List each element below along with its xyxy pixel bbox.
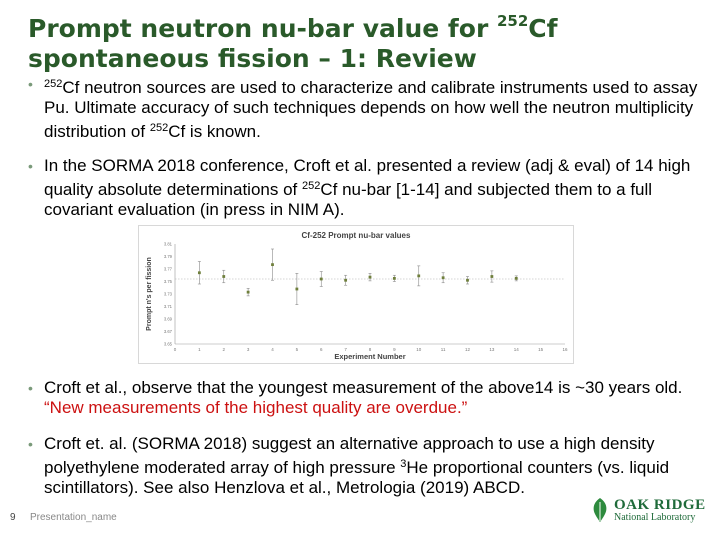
bullet-marker: •	[28, 158, 33, 174]
bullet-2-text: In the SORMA 2018 conference, Croft et al. presented a review (adj & eval) of 14 high quality absolute determinations of	[44, 156, 691, 199]
bullet-4-sup: 3	[400, 458, 407, 470]
x-tick-label: 2	[222, 347, 226, 352]
y-tick-label: 3.69	[163, 316, 172, 322]
bullet-3-text: Croft et al., observe that the youngest measurement of the above14 is ~30 years old.	[44, 378, 683, 397]
x-tick-label: 1	[198, 347, 201, 352]
slide-title	[28, 6, 708, 74]
y-tick-label: 3.71	[163, 304, 172, 309]
x-tick-label: 0	[173, 347, 177, 352]
y-axis-label: Prompt n's per fission	[146, 257, 153, 331]
bullet-1-sup2: 252	[149, 122, 169, 134]
bullet-4-text2: He proportional counters (vs. liquid scintillators). See also Henzlova et al., Metrologia (2019) ABCD.	[44, 458, 670, 497]
nu-bar-chart	[138, 225, 574, 364]
bullet-3-emphasis: “New measurements of the highest quality are overdue.”	[44, 398, 468, 417]
oak-leaf-icon	[588, 496, 612, 524]
bullet-1-text: Cf neutron sources are used to characterize and calibrate instruments used to assay Pu. Ultimate accuracy of such techniques depends on how well the neutron multiplicity distribution of	[44, 78, 698, 141]
x-tick-label: 8	[368, 347, 372, 352]
y-tick-label: 3.81	[163, 241, 172, 247]
data-point	[271, 263, 274, 266]
x-tick-label: 3	[246, 347, 250, 352]
data-point	[490, 275, 493, 278]
x-tick-label: 4	[271, 347, 274, 352]
logo-main-text: OAK RIDGE	[614, 497, 706, 513]
title-line1-suffix: Cf	[528, 14, 558, 43]
bullet-4	[28, 434, 700, 498]
data-point	[466, 279, 469, 282]
x-tick-label: 6	[319, 347, 323, 352]
bullet-2-body	[44, 156, 700, 220]
x-tick-label: 10	[416, 347, 422, 352]
title-line2: spontaneous fission – 1: Review	[28, 44, 477, 73]
bullet-2-sup: 252	[302, 180, 321, 192]
x-tick-label: 9	[393, 347, 396, 352]
x-tick-label: 12	[464, 347, 471, 352]
bullet-1-body	[44, 74, 700, 142]
x-tick-label: 7	[344, 347, 347, 352]
chart-title: Cf-252 Prompt nu-bar values	[301, 231, 411, 240]
x-tick-label: 5	[295, 347, 299, 352]
presentation-name: Presentation_name	[30, 512, 117, 523]
data-point	[369, 276, 372, 279]
bullet-marker: •	[28, 76, 33, 92]
bullet-1	[28, 74, 700, 142]
data-point	[344, 279, 347, 282]
data-point	[198, 271, 201, 274]
bullet-2-text2: Cf nu-bar [1-14] and subjected them to a full covariant evaluation (in press in NIM A).	[44, 180, 653, 219]
bullet-4-text: Croft et. al. (SORMA 2018) suggest an alternative approach to use a high density polyethylene moderated array of high pressure	[44, 434, 655, 477]
data-point	[442, 276, 445, 279]
bullet-marker: •	[28, 436, 33, 452]
logo-sub-text: National Laboratory	[614, 512, 696, 523]
data-point	[417, 274, 420, 277]
x-tick-label: 13	[489, 347, 495, 352]
bullet-1-sup: 252	[44, 78, 63, 90]
logo-text	[614, 496, 706, 523]
data-point	[222, 275, 225, 278]
title-line1-prefix: Prompt neutron nu-bar value for	[28, 14, 497, 43]
y-tick-label: 3.67	[163, 329, 172, 334]
y-tick-label: 3.75	[163, 279, 172, 284]
oak-ridge-logo	[588, 496, 714, 526]
bullet-1-text2: Cf is known.	[168, 122, 261, 141]
data-point	[393, 277, 396, 280]
data-point	[247, 291, 250, 294]
chart-svg	[139, 226, 573, 363]
bullet-3	[28, 378, 700, 418]
x-tick-label: 16	[562, 347, 568, 352]
y-tick-label: 3.73	[163, 291, 172, 297]
y-tick-label: 3.77	[163, 266, 172, 272]
data-point	[515, 277, 518, 280]
bullet-marker: •	[28, 380, 33, 396]
y-tick-label: 3.65	[163, 341, 172, 347]
bullet-3-body	[44, 378, 700, 418]
y-tick-label: 3.79	[163, 254, 172, 259]
data-point	[295, 288, 298, 291]
x-axis-label: Experiment Number	[334, 352, 406, 361]
x-tick-label: 11	[440, 347, 446, 352]
x-tick-label: 15	[538, 347, 544, 352]
title-superscript: 252	[496, 12, 529, 30]
bullet-4-body	[44, 434, 700, 498]
data-point	[320, 278, 323, 281]
page-number: 9	[10, 512, 16, 523]
x-tick-label: 14	[513, 347, 519, 352]
bullet-2	[28, 156, 700, 220]
